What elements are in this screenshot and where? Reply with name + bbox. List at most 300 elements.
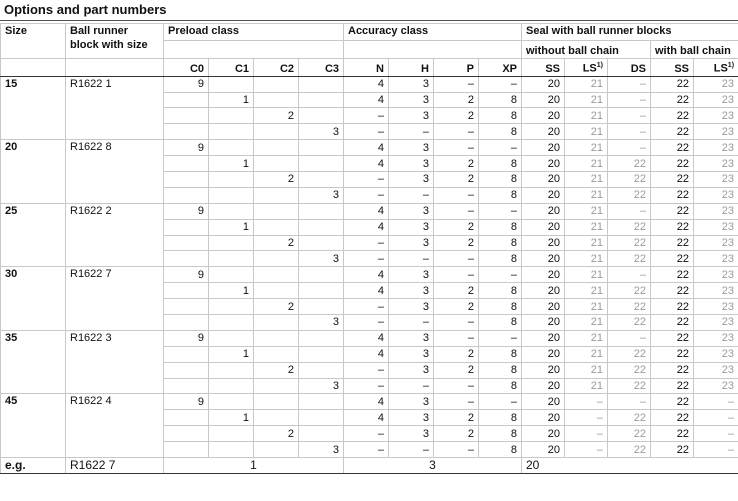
value-cell: 22 bbox=[608, 219, 651, 235]
value-cell bbox=[299, 394, 344, 410]
value-cell: 3 bbox=[389, 394, 434, 410]
value-cell: 3 bbox=[389, 330, 434, 346]
value-cell: 23 bbox=[694, 235, 738, 251]
value-cell: 20 bbox=[522, 92, 565, 108]
block-cell: R1622 2 bbox=[66, 203, 164, 267]
value-cell bbox=[209, 140, 254, 156]
seal-header: Seal with ball runner blocks bbox=[522, 24, 738, 41]
value-cell bbox=[299, 172, 344, 188]
without-chain-header: without ball chain bbox=[522, 41, 651, 59]
example-label: e.g. bbox=[1, 458, 66, 474]
value-cell bbox=[254, 203, 299, 219]
page-title: Options and part numbers bbox=[4, 2, 167, 17]
value-cell: 1 bbox=[209, 219, 254, 235]
value-cell: – bbox=[479, 203, 522, 219]
value-cell: 22 bbox=[651, 315, 694, 331]
value-cell: 1 bbox=[209, 283, 254, 299]
value-cell: 22 bbox=[608, 315, 651, 331]
value-cell: – bbox=[608, 92, 651, 108]
block-cell: R1622 4 bbox=[66, 394, 164, 458]
value-cell: 23 bbox=[694, 187, 738, 203]
value-cell: – bbox=[608, 203, 651, 219]
value-cell: 4 bbox=[344, 267, 389, 283]
value-cell: 22 bbox=[651, 156, 694, 172]
column-header-ls-9 bbox=[565, 59, 608, 77]
value-cell: 22 bbox=[608, 426, 651, 442]
value-cell: – bbox=[344, 235, 389, 251]
value-cell bbox=[164, 92, 209, 108]
value-cell bbox=[209, 426, 254, 442]
column-header-label: C2 bbox=[279, 62, 294, 75]
value-cell: – bbox=[389, 315, 434, 331]
value-cell: 22 bbox=[651, 140, 694, 156]
value-cell: 3 bbox=[389, 108, 434, 124]
value-cell bbox=[164, 156, 209, 172]
value-cell: 20 bbox=[522, 378, 565, 394]
options-table bbox=[0, 23, 738, 474]
value-cell bbox=[164, 219, 209, 235]
value-cell: 21 bbox=[565, 299, 608, 315]
value-cell: 23 bbox=[694, 378, 738, 394]
column-header-label: C1 bbox=[234, 62, 249, 75]
value-cell: 3 bbox=[389, 219, 434, 235]
value-cell bbox=[209, 76, 254, 92]
value-cell: 22 bbox=[608, 378, 651, 394]
value-cell: 2 bbox=[434, 299, 479, 315]
value-cell: 22 bbox=[608, 156, 651, 172]
value-cell: 8 bbox=[479, 410, 522, 426]
column-header-label: C0 bbox=[189, 62, 204, 75]
value-cell: 21 bbox=[565, 124, 608, 140]
size-cell: 30 bbox=[1, 267, 66, 331]
value-cell: 22 bbox=[608, 410, 651, 426]
preload-header: Preload class bbox=[164, 24, 344, 41]
value-cell: – bbox=[434, 251, 479, 267]
value-cell: 4 bbox=[344, 140, 389, 156]
value-cell: – bbox=[344, 378, 389, 394]
value-cell: 20 bbox=[522, 203, 565, 219]
accuracy-header: Accuracy class bbox=[344, 24, 522, 41]
example-preload: 1 bbox=[164, 458, 344, 474]
value-cell: 1 bbox=[209, 92, 254, 108]
value-cell bbox=[299, 426, 344, 442]
value-cell: – bbox=[565, 442, 608, 458]
value-cell: 22 bbox=[651, 442, 694, 458]
column-header-label: C3 bbox=[324, 62, 339, 75]
value-cell: 8 bbox=[479, 346, 522, 362]
example-accuracy: 3 bbox=[344, 458, 522, 474]
value-cell bbox=[254, 346, 299, 362]
value-cell: – bbox=[344, 124, 389, 140]
value-cell: 23 bbox=[694, 283, 738, 299]
value-cell bbox=[209, 394, 254, 410]
value-cell: – bbox=[344, 426, 389, 442]
value-cell: 21 bbox=[565, 330, 608, 346]
value-cell: – bbox=[344, 299, 389, 315]
block-header-spacer bbox=[66, 59, 164, 77]
table-row bbox=[1, 140, 738, 156]
value-cell bbox=[254, 76, 299, 92]
table-row bbox=[1, 203, 738, 219]
value-cell bbox=[254, 378, 299, 394]
value-cell: – bbox=[434, 378, 479, 394]
value-cell: 8 bbox=[479, 378, 522, 394]
value-cell: 22 bbox=[651, 172, 694, 188]
value-cell: 21 bbox=[565, 267, 608, 283]
value-cell: 21 bbox=[565, 235, 608, 251]
value-cell: 20 bbox=[522, 156, 565, 172]
size-header: Size bbox=[1, 24, 66, 59]
value-cell: – bbox=[344, 362, 389, 378]
column-header-label: XP bbox=[502, 62, 517, 75]
example-block: R1622 7 bbox=[66, 458, 164, 474]
value-cell: 20 bbox=[522, 187, 565, 203]
value-cell: – bbox=[565, 410, 608, 426]
value-cell: 20 bbox=[522, 315, 565, 331]
column-header-xp-7 bbox=[479, 59, 522, 77]
value-cell: 2 bbox=[434, 426, 479, 442]
column-header-c1-1 bbox=[209, 59, 254, 77]
value-cell: 23 bbox=[694, 156, 738, 172]
value-cell: 23 bbox=[694, 315, 738, 331]
value-cell: 23 bbox=[694, 92, 738, 108]
column-header-ds-10 bbox=[608, 59, 651, 77]
value-cell: 20 bbox=[522, 172, 565, 188]
block-header bbox=[66, 24, 164, 59]
value-cell: 20 bbox=[522, 283, 565, 299]
value-cell: 22 bbox=[651, 299, 694, 315]
value-cell: 4 bbox=[344, 410, 389, 426]
value-cell: 2 bbox=[254, 172, 299, 188]
value-cell: 3 bbox=[299, 442, 344, 458]
value-cell: – bbox=[389, 187, 434, 203]
value-cell: 22 bbox=[651, 330, 694, 346]
value-cell bbox=[299, 330, 344, 346]
value-cell bbox=[164, 426, 209, 442]
value-cell: 3 bbox=[389, 172, 434, 188]
value-cell bbox=[164, 315, 209, 331]
value-cell: 8 bbox=[479, 235, 522, 251]
value-cell bbox=[209, 124, 254, 140]
value-cell: 20 bbox=[522, 410, 565, 426]
value-cell: 21 bbox=[565, 203, 608, 219]
value-cell bbox=[209, 362, 254, 378]
value-cell: 22 bbox=[651, 267, 694, 283]
value-cell: – bbox=[565, 426, 608, 442]
value-cell: 22 bbox=[651, 235, 694, 251]
value-cell: 3 bbox=[299, 378, 344, 394]
value-cell: 22 bbox=[651, 283, 694, 299]
value-cell bbox=[164, 299, 209, 315]
column-header-ls-12 bbox=[694, 59, 738, 77]
value-cell bbox=[164, 251, 209, 267]
value-cell: – bbox=[694, 410, 738, 426]
value-cell: 4 bbox=[344, 346, 389, 362]
value-cell: 21 bbox=[565, 156, 608, 172]
value-cell: 3 bbox=[299, 315, 344, 331]
value-cell: 21 bbox=[565, 378, 608, 394]
value-cell: – bbox=[479, 394, 522, 410]
value-cell: 23 bbox=[694, 219, 738, 235]
column-header-ss-8 bbox=[522, 59, 565, 77]
value-cell: 1 bbox=[209, 410, 254, 426]
value-cell: 21 bbox=[565, 315, 608, 331]
value-cell: 20 bbox=[522, 124, 565, 140]
value-cell: 23 bbox=[694, 267, 738, 283]
value-cell: 4 bbox=[344, 394, 389, 410]
value-cell: 23 bbox=[694, 203, 738, 219]
value-cell: 3 bbox=[389, 346, 434, 362]
value-cell: – bbox=[434, 315, 479, 331]
value-cell: 8 bbox=[479, 362, 522, 378]
value-cell bbox=[299, 299, 344, 315]
value-cell: 8 bbox=[479, 172, 522, 188]
value-cell: 22 bbox=[608, 362, 651, 378]
column-header-label: SS bbox=[674, 62, 689, 75]
value-cell: – bbox=[565, 394, 608, 410]
value-cell: – bbox=[608, 140, 651, 156]
block-header-line2: block with size bbox=[70, 39, 148, 51]
footnote-mark: 1) bbox=[596, 62, 603, 69]
value-cell: 23 bbox=[694, 299, 738, 315]
value-cell: 3 bbox=[299, 187, 344, 203]
value-cell: 4 bbox=[344, 92, 389, 108]
example-row bbox=[1, 458, 738, 474]
footnote-mark: 1) bbox=[727, 62, 735, 69]
value-cell bbox=[254, 267, 299, 283]
value-cell: – bbox=[608, 267, 651, 283]
value-cell bbox=[254, 283, 299, 299]
value-cell: 2 bbox=[434, 410, 479, 426]
value-cell bbox=[299, 76, 344, 92]
value-cell bbox=[164, 283, 209, 299]
value-cell bbox=[209, 108, 254, 124]
value-cell: – bbox=[694, 442, 738, 458]
value-cell: 20 bbox=[522, 235, 565, 251]
block-cell: R1622 3 bbox=[66, 330, 164, 394]
value-cell: 2 bbox=[434, 172, 479, 188]
value-cell bbox=[209, 299, 254, 315]
value-cell: – bbox=[479, 140, 522, 156]
value-cell: 4 bbox=[344, 330, 389, 346]
block-cell: R1622 1 bbox=[66, 76, 164, 140]
value-cell: 2 bbox=[434, 362, 479, 378]
value-cell: 3 bbox=[389, 299, 434, 315]
value-cell: 4 bbox=[344, 219, 389, 235]
preload-header-spacer bbox=[164, 41, 344, 59]
value-cell: – bbox=[389, 378, 434, 394]
value-cell: 2 bbox=[434, 156, 479, 172]
table-row bbox=[1, 330, 738, 346]
value-cell bbox=[209, 203, 254, 219]
value-cell: 3 bbox=[389, 92, 434, 108]
value-cell: 23 bbox=[694, 330, 738, 346]
block-cell: R1622 8 bbox=[66, 140, 164, 204]
accuracy-header-spacer bbox=[344, 41, 522, 59]
value-cell bbox=[209, 172, 254, 188]
value-cell bbox=[164, 235, 209, 251]
value-cell: 8 bbox=[479, 315, 522, 331]
value-cell: 23 bbox=[694, 362, 738, 378]
value-cell: 23 bbox=[694, 108, 738, 124]
column-header-c0-0 bbox=[164, 59, 209, 77]
value-cell: 2 bbox=[254, 426, 299, 442]
value-cell: 9 bbox=[164, 76, 209, 92]
value-cell: 8 bbox=[479, 219, 522, 235]
value-cell: 23 bbox=[694, 251, 738, 267]
value-cell: – bbox=[608, 108, 651, 124]
value-cell: 8 bbox=[479, 187, 522, 203]
value-cell: 3 bbox=[389, 283, 434, 299]
value-cell: – bbox=[434, 330, 479, 346]
value-cell: 22 bbox=[608, 172, 651, 188]
example-seal: 20 bbox=[522, 458, 738, 474]
value-cell bbox=[164, 362, 209, 378]
value-cell: 4 bbox=[344, 156, 389, 172]
value-cell: – bbox=[389, 251, 434, 267]
column-header-label: SS bbox=[545, 62, 560, 75]
value-cell: 22 bbox=[608, 187, 651, 203]
column-header-c2-2 bbox=[254, 59, 299, 77]
value-cell: – bbox=[344, 315, 389, 331]
value-cell bbox=[299, 267, 344, 283]
value-cell: 20 bbox=[522, 362, 565, 378]
value-cell: 23 bbox=[694, 76, 738, 92]
value-cell: 2 bbox=[434, 108, 479, 124]
table-row bbox=[1, 394, 738, 410]
value-cell: 2 bbox=[254, 299, 299, 315]
value-cell: 2 bbox=[434, 235, 479, 251]
size-cell: 15 bbox=[1, 76, 66, 140]
value-cell: 20 bbox=[522, 394, 565, 410]
value-cell: 22 bbox=[651, 219, 694, 235]
value-cell: 22 bbox=[608, 235, 651, 251]
value-cell: 22 bbox=[608, 442, 651, 458]
column-header-label: LS bbox=[582, 62, 597, 75]
column-header-c3-3 bbox=[299, 59, 344, 77]
value-cell: 22 bbox=[651, 346, 694, 362]
value-cell: 2 bbox=[254, 108, 299, 124]
value-cell: 21 bbox=[565, 76, 608, 92]
value-cell bbox=[164, 346, 209, 362]
value-cell: 8 bbox=[479, 251, 522, 267]
value-cell: 22 bbox=[651, 76, 694, 92]
value-cell: 23 bbox=[694, 346, 738, 362]
value-cell: 20 bbox=[522, 219, 565, 235]
value-cell: – bbox=[608, 76, 651, 92]
value-cell: – bbox=[434, 124, 479, 140]
value-cell: 20 bbox=[522, 76, 565, 92]
value-cell: – bbox=[434, 187, 479, 203]
value-cell: 20 bbox=[522, 251, 565, 267]
value-cell: 9 bbox=[164, 267, 209, 283]
value-cell: 21 bbox=[565, 362, 608, 378]
value-cell: 8 bbox=[479, 426, 522, 442]
value-cell: 4 bbox=[344, 283, 389, 299]
value-cell: 23 bbox=[694, 124, 738, 140]
value-cell: 8 bbox=[479, 299, 522, 315]
title-rule bbox=[0, 20, 738, 21]
value-cell: – bbox=[389, 124, 434, 140]
value-cell: 9 bbox=[164, 330, 209, 346]
block-header-line1: Ball runner bbox=[70, 25, 129, 37]
value-cell: 3 bbox=[389, 156, 434, 172]
value-cell bbox=[299, 235, 344, 251]
value-cell bbox=[164, 378, 209, 394]
value-cell: – bbox=[694, 394, 738, 410]
value-cell: 22 bbox=[651, 410, 694, 426]
value-cell: 20 bbox=[522, 299, 565, 315]
column-header-label: LS bbox=[713, 62, 728, 75]
value-cell bbox=[254, 140, 299, 156]
value-cell: – bbox=[434, 203, 479, 219]
value-cell: 22 bbox=[651, 108, 694, 124]
value-cell: – bbox=[434, 394, 479, 410]
value-cell bbox=[254, 124, 299, 140]
value-cell: – bbox=[694, 426, 738, 442]
value-cell bbox=[254, 92, 299, 108]
value-cell: – bbox=[434, 442, 479, 458]
value-cell: – bbox=[608, 394, 651, 410]
value-cell bbox=[299, 140, 344, 156]
value-cell bbox=[209, 267, 254, 283]
value-cell: 9 bbox=[164, 394, 209, 410]
value-cell: 22 bbox=[651, 92, 694, 108]
value-cell: – bbox=[479, 267, 522, 283]
value-cell: 21 bbox=[565, 140, 608, 156]
value-cell: 3 bbox=[389, 426, 434, 442]
value-cell: 21 bbox=[565, 283, 608, 299]
column-header-label: N bbox=[376, 62, 384, 75]
value-cell: – bbox=[479, 76, 522, 92]
value-cell: – bbox=[479, 330, 522, 346]
value-cell: 20 bbox=[522, 426, 565, 442]
column-header-label: H bbox=[421, 62, 429, 75]
value-cell: 22 bbox=[651, 378, 694, 394]
value-cell: 4 bbox=[344, 203, 389, 219]
value-cell: 22 bbox=[651, 124, 694, 140]
value-cell: – bbox=[344, 108, 389, 124]
value-cell bbox=[299, 362, 344, 378]
value-cell: – bbox=[608, 124, 651, 140]
value-cell: 9 bbox=[164, 203, 209, 219]
size-cell: 25 bbox=[1, 203, 66, 267]
value-cell: 3 bbox=[299, 124, 344, 140]
value-cell: – bbox=[434, 140, 479, 156]
value-cell bbox=[164, 187, 209, 203]
value-cell bbox=[299, 346, 344, 362]
value-cell bbox=[209, 315, 254, 331]
value-cell: 3 bbox=[389, 235, 434, 251]
value-cell: – bbox=[389, 442, 434, 458]
value-cell: 8 bbox=[479, 124, 522, 140]
value-cell: 21 bbox=[565, 108, 608, 124]
value-cell bbox=[254, 410, 299, 426]
value-cell: 20 bbox=[522, 346, 565, 362]
value-cell: 20 bbox=[522, 140, 565, 156]
value-cell bbox=[209, 187, 254, 203]
value-cell bbox=[209, 235, 254, 251]
value-cell: – bbox=[344, 172, 389, 188]
value-cell bbox=[254, 442, 299, 458]
value-cell: 22 bbox=[651, 394, 694, 410]
value-cell bbox=[164, 124, 209, 140]
value-cell: 23 bbox=[694, 140, 738, 156]
value-cell: 20 bbox=[522, 267, 565, 283]
value-cell: 3 bbox=[389, 362, 434, 378]
value-cell bbox=[254, 156, 299, 172]
value-cell: – bbox=[434, 76, 479, 92]
